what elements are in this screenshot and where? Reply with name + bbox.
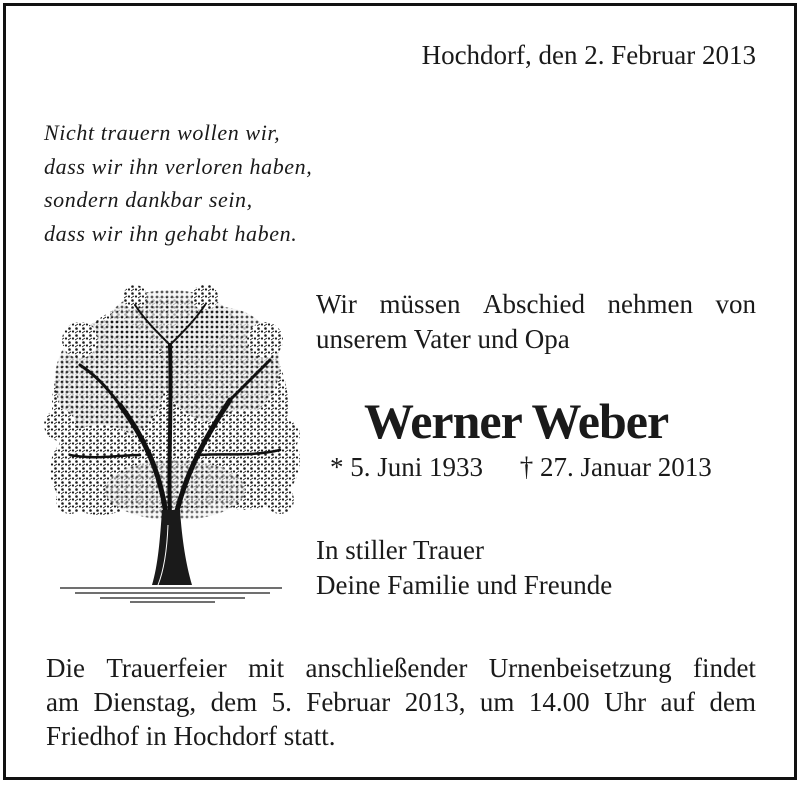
poem-line: Nicht trauern wollen wir, xyxy=(44,120,281,145)
poem-line: dass wir ihn gehabt haben. xyxy=(44,220,298,246)
death-date: † 27. Januar 2013 xyxy=(519,452,712,482)
funeral-line-1 xyxy=(46,651,756,685)
tree-trunk xyxy=(152,510,192,585)
birth-date: * 5. Juni 1933 xyxy=(330,452,484,482)
mourners-line: Deine Familie und Freunde xyxy=(316,570,613,600)
intro-word: müssen xyxy=(379,289,461,319)
funeral-line-2 xyxy=(46,685,756,719)
intro-word: Wir xyxy=(316,289,357,319)
mourners-signature xyxy=(316,533,612,603)
funeral-word: dem xyxy=(709,687,756,717)
intro-word: von xyxy=(715,289,756,319)
funeral-word: Dienstag, xyxy=(93,687,197,717)
funeral-word: Trauerfeier xyxy=(106,653,227,683)
funeral-word: auf xyxy=(660,687,696,717)
funeral-word: Die xyxy=(46,653,85,683)
intro-word: nehmen xyxy=(607,289,693,319)
funeral-word: am xyxy=(46,687,79,717)
funeral-word: um xyxy=(479,687,515,717)
memorial-poem xyxy=(44,116,312,250)
funeral-word: Urnenbeisetzung xyxy=(488,653,672,683)
funeral-word: 14.00 xyxy=(528,687,590,717)
funeral-word: dem xyxy=(210,687,258,717)
funeral-word: findet xyxy=(692,653,756,683)
poem-line: dass wir ihn verloren haben, xyxy=(44,153,313,179)
intro-line-1 xyxy=(316,287,756,322)
tree-illustration xyxy=(40,285,302,607)
funeral-word: 5. xyxy=(271,687,292,717)
funeral-word: Februar xyxy=(306,687,391,717)
life-dates xyxy=(330,452,712,483)
tree-ground xyxy=(60,588,282,602)
poem-line: sondern dankbar sein, xyxy=(44,187,253,212)
funeral-word: mit xyxy=(248,653,285,683)
place-date-line: Hochdorf, den 2. Februar 2013 xyxy=(421,40,756,70)
funeral-word: anschließender xyxy=(305,653,468,683)
funeral-word: Uhr xyxy=(604,687,647,717)
intro-line-2: unserem Vater und Opa xyxy=(316,324,570,354)
mourners-line: In stiller Trauer xyxy=(316,535,484,565)
deceased-name: Werner Weber xyxy=(364,393,669,449)
funeral-notice xyxy=(46,651,756,753)
intro-word: Abschied xyxy=(482,289,585,319)
funeral-word: 2013, xyxy=(404,687,466,717)
funeral-line-3: Friedhof in Hochdorf statt. xyxy=(46,721,336,751)
farewell-intro xyxy=(316,287,756,357)
